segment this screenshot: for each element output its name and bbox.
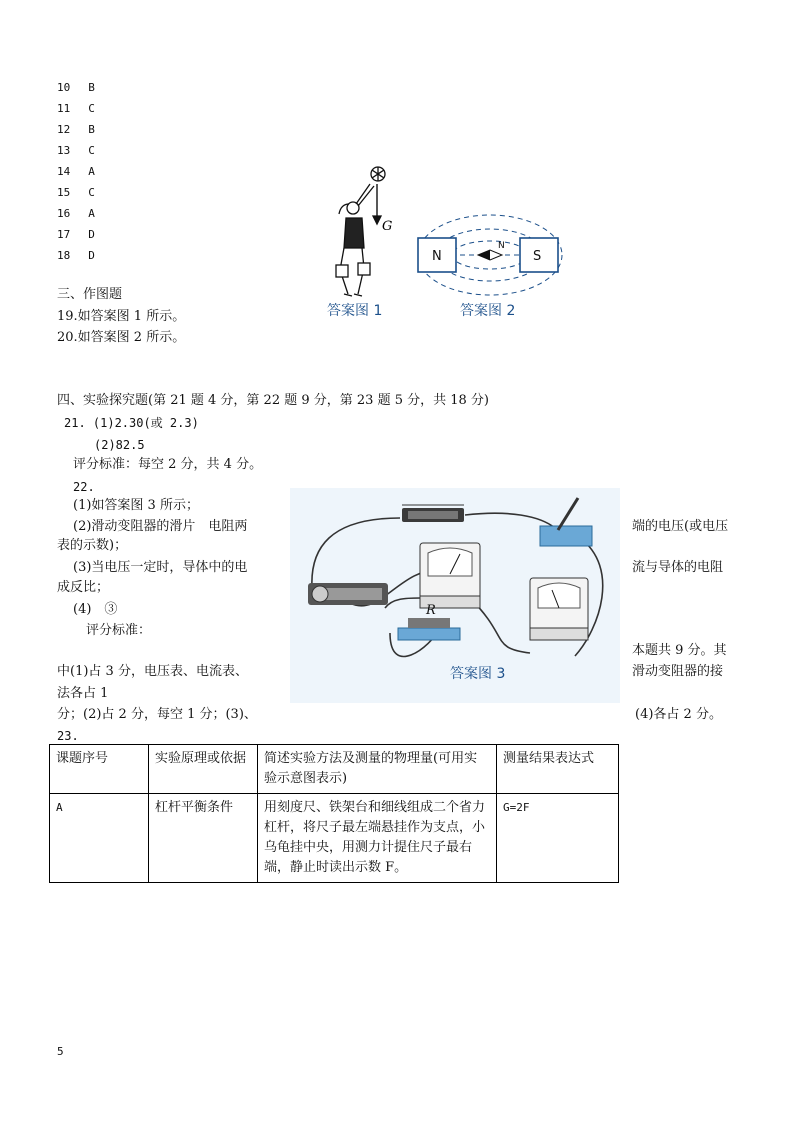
choice-answer-row <box>57 102 95 115</box>
answer-23-num: 23. <box>57 729 79 743</box>
table-row <box>50 794 619 883</box>
question-number: 15 <box>57 186 71 199</box>
question-number: 17 <box>57 228 71 241</box>
choice-answer-row <box>57 144 95 157</box>
experiment-table <box>49 744 619 883</box>
answer-22-l7: 评分标准： <box>86 623 152 638</box>
answer-22-l2b: 端的电压(或电压 <box>632 519 729 534</box>
answer-21-2: (2)82.5 <box>94 438 145 452</box>
question-number: 13 <box>57 144 71 157</box>
answer-22-l10a: 分；(2)占 2 分，每空 1 分；(3)、 <box>57 707 257 722</box>
battery-holder <box>308 583 388 605</box>
choice-answer: A <box>88 207 95 220</box>
answer-22-l7b: 本题共 9 分。其 <box>632 643 727 658</box>
answer-22-l10b: (4)各占 2 分。 <box>635 707 722 722</box>
figure1-volleyball-player <box>336 167 385 296</box>
choice-answer: D <box>88 228 95 241</box>
answer-19: 19.如答案图 1 所示。 <box>57 309 186 324</box>
question-number: 18 <box>57 249 71 262</box>
choice-answer: C <box>88 186 95 199</box>
answer-22-l3: 表的示数)； <box>57 538 128 553</box>
answer-22-l4a: (3)当电压一定时，导体中的电 <box>73 560 248 575</box>
fig3-caption: 答案图 3 <box>450 666 506 682</box>
answer-22-l4b: 流与导体的电阻 <box>632 560 724 575</box>
choice-answer: C <box>88 144 95 157</box>
answer-22-l8a: 中(1)占 3 分，电压表、电流表、 <box>57 664 248 679</box>
section4-title: 四、实验探究题(第 21 题 4 分，第 22 题 9 分，第 23 题 5 分，共 18 分) <box>57 393 489 408</box>
td-topic-no: A <box>50 794 149 883</box>
figures-1-2 <box>320 160 580 325</box>
answer-22-l6: (4) ③ <box>73 602 118 617</box>
rheostat <box>402 505 464 522</box>
section3-title: 三、作图题 <box>57 287 123 302</box>
fig2-caption: 答案图 2 <box>460 303 516 319</box>
figure3-circuit <box>290 488 620 703</box>
th-principle: 实验原理或依据 <box>149 745 258 794</box>
choice-answer: D <box>88 249 95 262</box>
table-header-row <box>50 745 619 794</box>
fig1-caption: 答案图 1 <box>327 303 383 319</box>
answer-22-l8b: 滑动变阻器的接 <box>632 664 724 679</box>
answer-22-num: 22. <box>73 480 95 494</box>
answer-22-l2a: (2)滑动变阻器的滑片 电阻两 <box>73 519 248 534</box>
fig2-needle-n: N <box>498 241 505 251</box>
th-method: 简述实验方法及测量的物理量(可用实验示意图表示) <box>258 745 497 794</box>
question-number: 11 <box>57 102 71 115</box>
choice-answer: C <box>88 102 95 115</box>
page-number: 5 <box>57 1045 64 1058</box>
choice-answer-row <box>57 81 95 94</box>
answer-22-l1: (1)如答案图 3 所示； <box>73 498 199 513</box>
answer-22-l5: 成反比； <box>57 580 110 595</box>
answer-22-l9: 法各占 1 <box>57 686 109 701</box>
choice-answer-row <box>57 228 95 241</box>
question-number: 10 <box>57 81 71 94</box>
td-method: 用刻度尺、铁架台和细线组成二个省力杠杆，将尺子最左端悬挂作为支点，小乌龟挂中央，用测力计提住尺子最右端，静止时读出示数 F。 <box>258 794 497 883</box>
fig1-force-label: G <box>382 219 393 234</box>
th-formula: 测量结果表达式 <box>497 745 619 794</box>
choice-answer: B <box>88 123 95 136</box>
choice-answer: A <box>88 165 95 178</box>
choice-answer-row <box>57 123 95 136</box>
choice-answer: B <box>88 81 95 94</box>
resistor <box>398 618 460 640</box>
answer-21-1: 21. (1)2.30(或 2.3) <box>64 416 199 430</box>
ammeter <box>530 578 588 640</box>
td-formula: G=2F <box>497 794 619 883</box>
fig2-pole-n: N <box>432 249 442 264</box>
fig2-pole-s: S <box>533 249 542 264</box>
question-number: 16 <box>57 207 71 220</box>
choice-answer-row <box>57 186 95 199</box>
th-topic-no: 课题序号 <box>50 745 149 794</box>
switch <box>540 498 592 546</box>
voltmeter <box>420 543 480 608</box>
answer-20: 20.如答案图 2 所示。 <box>57 330 186 345</box>
answer-21-score: 评分标准：每空 2 分，共 4 分。 <box>73 457 263 472</box>
choice-answer-row <box>57 165 95 178</box>
td-principle: 杠杆平衡条件 <box>149 794 258 883</box>
choice-answer-row <box>57 207 95 220</box>
choice-answer-row <box>57 249 95 262</box>
question-number: 14 <box>57 165 71 178</box>
fig3-resistor-label: R <box>426 603 436 618</box>
question-number: 12 <box>57 123 71 136</box>
